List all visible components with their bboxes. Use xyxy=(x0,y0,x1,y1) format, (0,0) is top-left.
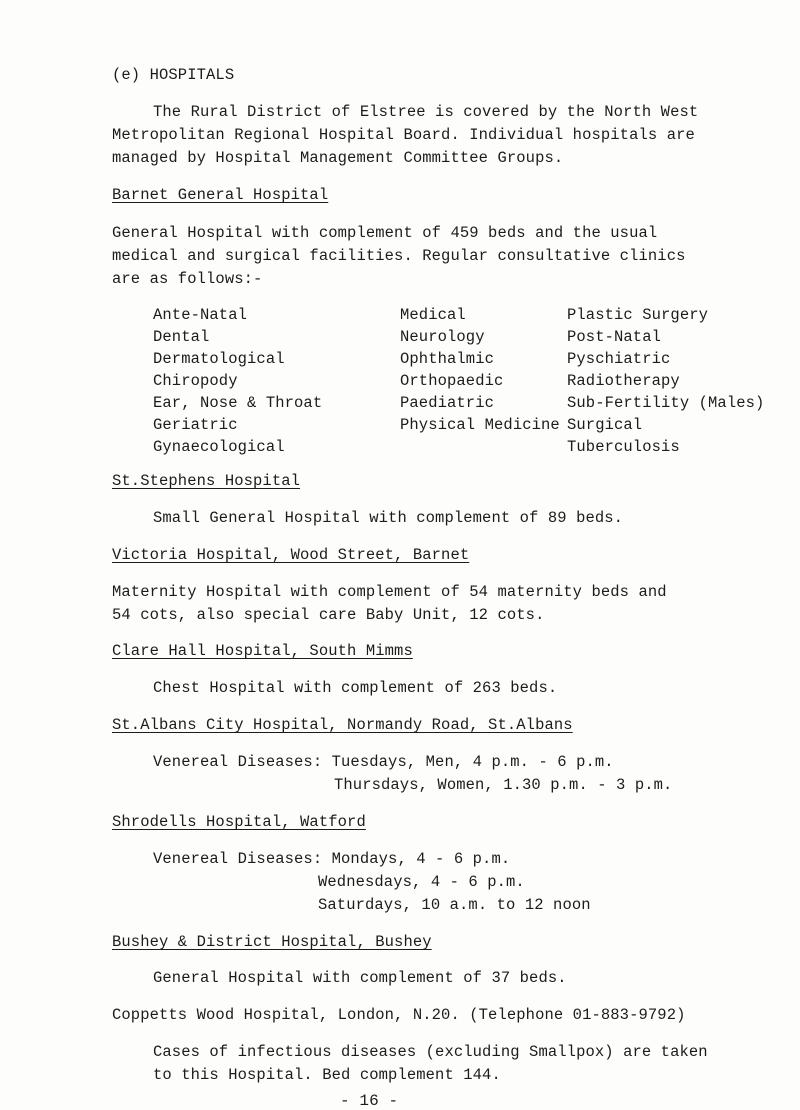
coppetts-line-2: to this Hospital. Bed complement 144. xyxy=(153,1066,501,1084)
st-stephens-line-1: Small General Hospital with complement of 89 beds. xyxy=(153,509,624,527)
page-number: - 16 - xyxy=(340,1092,399,1110)
clinic-item: Dental xyxy=(153,328,210,346)
clinic-item: Neurology xyxy=(400,328,485,346)
clinic-item: Orthopaedic xyxy=(400,372,504,390)
clinic-item: Pyschiatric xyxy=(567,350,671,368)
clare-hall-line-1: Chest Hospital with complement of 263 beds. xyxy=(153,679,558,697)
clinic-item: Medical xyxy=(400,306,466,324)
shrodells-line-2: Wednesdays, 4 - 6 p.m. xyxy=(318,873,525,891)
shrodells-title: Shrodells Hospital, Watford xyxy=(112,813,366,831)
intro-line-2: Metropolitan Regional Hospital Board. Individual hospitals are xyxy=(112,126,695,144)
barnet-line-3: are as follows:- xyxy=(112,270,263,288)
clinic-item: Sub-Fertility (Males) xyxy=(567,394,765,412)
st-albans-line-1: Venereal Diseases: Tuesdays, Men, 4 p.m. - 6 p.m. xyxy=(153,753,614,771)
coppetts-line-1: Cases of infectious diseases (excluding Smallpox) are taken xyxy=(153,1043,708,1061)
clinic-item: Ophthalmic xyxy=(400,350,495,368)
bushey-title: Bushey & District Hospital, Bushey xyxy=(112,933,432,951)
clinic-item: Plastic Surgery xyxy=(567,306,709,324)
coppetts-title: Coppetts Wood Hospital, London, N.20. (Telephone 01-883-9792) xyxy=(112,1006,686,1024)
intro-line-3: managed by Hospital Management Committee Groups. xyxy=(112,149,564,167)
clinic-item: Physical Medicine xyxy=(400,416,560,434)
barnet-line-2: medical and surgical facilities. Regular consultative clinics xyxy=(112,247,686,265)
barnet-line-1: General Hospital with complement of 459 beds and the usual xyxy=(112,224,658,242)
st-albans-title: St.Albans City Hospital, Normandy Road, St.Albans xyxy=(112,716,573,734)
shrodells-line-3: Saturdays, 10 a.m. to 12 noon xyxy=(318,896,591,914)
clinic-item: Gynaecological xyxy=(153,438,285,456)
clinic-item: Chiropody xyxy=(153,372,238,390)
barnet-title: Barnet General Hospital xyxy=(112,186,329,204)
clinic-item: Radiotherapy xyxy=(567,372,680,390)
bushey-line-1: General Hospital with complement of 37 beds. xyxy=(153,969,567,987)
clinic-item: Ear, Nose & Throat xyxy=(153,394,323,412)
clinic-item: Paediatric xyxy=(400,394,495,412)
intro-line-1: The Rural District of Elstree is covered by the North West xyxy=(153,103,699,121)
section-heading: (e) HOSPITALS xyxy=(112,66,235,84)
clinic-item: Tuberculosis xyxy=(567,438,680,456)
victoria-line-1: Maternity Hospital with complement of 54 maternity beds and xyxy=(112,583,667,601)
clare-hall-title: Clare Hall Hospital, South Mimms xyxy=(112,642,413,660)
clinic-item: Geriatric xyxy=(153,416,238,434)
st-albans-line-2: Thursdays, Women, 1.30 p.m. - 3 p.m. xyxy=(334,776,673,794)
clinic-item: Ante-Natal xyxy=(153,306,248,324)
victoria-title: Victoria Hospital, Wood Street, Barnet xyxy=(112,546,470,564)
clinic-item: Surgical xyxy=(567,416,643,434)
shrodells-line-1: Venereal Diseases: Mondays, 4 - 6 p.m. xyxy=(153,850,511,868)
st-stephens-title: St.Stephens Hospital xyxy=(112,472,301,490)
clinic-item: Dermatological xyxy=(153,350,285,368)
clinic-item: Post-Natal xyxy=(567,328,662,346)
victoria-line-2: 54 cots, also special care Baby Unit, 12 cots. xyxy=(112,606,545,624)
